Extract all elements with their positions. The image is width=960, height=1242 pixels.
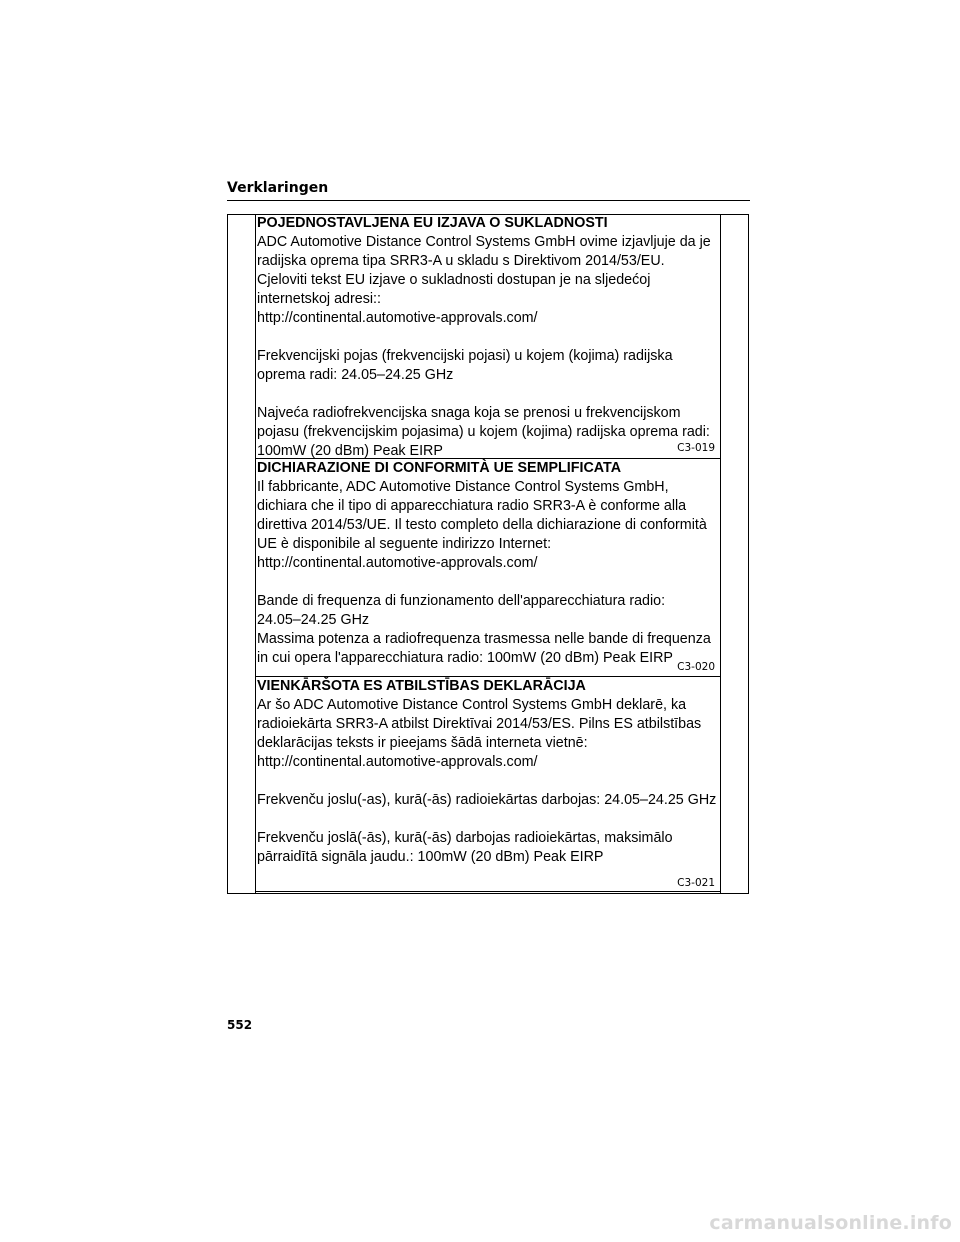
declaration-line: direttiva 2014/53/UE. Il testo completo della dichiarazione di conformità (257, 517, 707, 533)
declaration-line: pojasu (frekvencijskim pojasima) u kojem (kojima) radijska oprema radi: (257, 424, 710, 440)
paragraph-gap (257, 385, 719, 404)
declaration-code: C3-019 (677, 442, 715, 454)
declaration-line: radioiekārta SRR3-A atbilst Direktīvai 2014/53/ES. Pilns ES atbilstības (257, 716, 702, 732)
declaration-line: Frekvenču joslu(-as), kurā(-ās) radioiekārtas darbojas: 24.05–24.25 GHz (257, 792, 717, 808)
declaration-line: 24.05–24.25 GHz (257, 612, 370, 628)
page-number: 552 (227, 1018, 253, 1032)
declaration-line: deklarācijas teksts ir pieejams šādā interneta vietnē: (257, 735, 588, 751)
paragraph-gap (257, 772, 719, 791)
declaration-line: 100mW (20 dBm) Peak EIRP (257, 443, 443, 459)
declaration-line: Najveća radiofrekvencijska snaga koja se prenosi u frekvencijskom (257, 405, 681, 421)
declaration-line: oprema radi: 24.05–24.25 GHz (257, 367, 454, 383)
declaration-code: C3-020 (677, 661, 715, 673)
declaration-line: Frekvenču joslā(-ās), kurā(-ās) darbojas radioiekārtas, maksimālo (257, 830, 673, 846)
paragraph-gap (257, 810, 719, 829)
block-divider (255, 891, 721, 892)
declaration-line: internetskoj adresi:: (257, 291, 381, 307)
watermark-text: carmanualsonline.info (709, 1212, 952, 1234)
declaration-line: Bande di frequenza di funzionamento dell'apparecchiatura radio: (257, 593, 666, 609)
declaration-body (257, 233, 719, 461)
declaration-line: pārraidītā signāla jaudu.: 100mW (20 dBm) Peak EIRP (257, 849, 604, 865)
section-title: Verklaringen (227, 180, 329, 196)
declaration-line: in cui opera l'apparecchiatura radio: 100mW (20 dBm) Peak EIRP (257, 650, 673, 666)
declaration-line: UE è disponibile al seguente indirizzo Internet: (257, 536, 552, 552)
paragraph-gap (257, 328, 719, 347)
declaration-line: http://continental.automotive-approvals.com/ (257, 310, 538, 326)
declaration-block-it (257, 459, 719, 676)
declaration-title: DICHIARAZIONE DI CONFORMITÀ UE SEMPLIFICATA (257, 460, 622, 476)
declaration-line: Ar šo ADC Automotive Distance Control Systems GmbH deklarē, ka (257, 697, 687, 713)
declaration-body (257, 478, 719, 668)
declaration-title: VIENKĀRŠOTA ES ATBILSTĪBAS DEKLARĀCIJA (257, 678, 586, 694)
declaration-code: C3-021 (677, 877, 715, 889)
declaration-line: dichiara che il tipo di apparecchiatura radio SRR3-A è conforme alla (257, 498, 687, 514)
declaration-line: http://continental.automotive-approvals.com/ (257, 555, 538, 571)
declaration-line: Cjeloviti tekst EU izjave o sukladnosti dostupan je na sljedećoj (257, 272, 651, 288)
declaration-block-hr (257, 214, 719, 458)
declaration-line: radijska oprema tipa SRR3-A u skladu s Direktivom 2014/53/EU. (257, 253, 665, 269)
declaration-line: ADC Automotive Distance Control Systems GmbH ovime izjavljuje da je (257, 234, 711, 250)
declaration-body (257, 696, 719, 867)
declaration-title: POJEDNOSTAVLJENA EU IZJAVA O SUKLADNOSTI (257, 215, 608, 231)
declaration-line: Frekvencijski pojas (frekvencijski pojasi) u kojem (kojima) radijska (257, 348, 673, 364)
section-header (227, 178, 750, 201)
declaration-line: http://continental.automotive-approvals.com/ (257, 754, 538, 770)
declaration-block-lv (257, 677, 719, 891)
declaration-line: Il fabbricante, ADC Automotive Distance Control Systems GmbH, (257, 479, 669, 495)
declaration-line: Massima potenza a radiofrequenza trasmessa nelle bande di frequenza (257, 631, 711, 647)
paragraph-gap (257, 573, 719, 592)
